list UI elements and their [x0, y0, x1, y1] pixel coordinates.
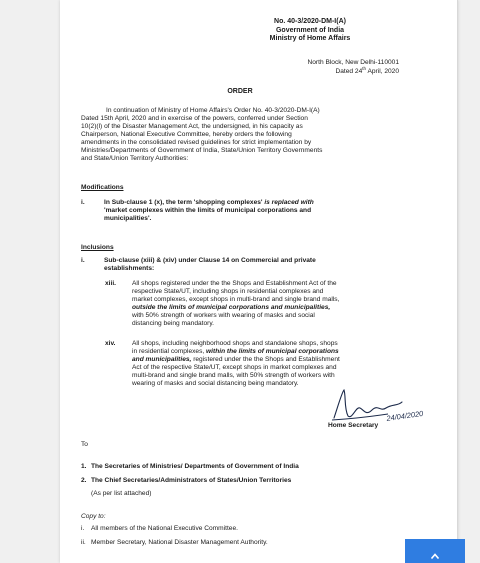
- intro-line: amendments in the consolidated revised guidelines for strict implementation by: [81, 139, 312, 146]
- government-name: Government of India: [275, 26, 345, 34]
- to-label: To: [81, 441, 88, 448]
- inclusions-num: i.: [81, 257, 85, 264]
- modifications-num: i.: [81, 199, 85, 206]
- clause-xiv-line: Act of the respective State/UT, except shops in market complexes and: [132, 364, 337, 371]
- intro-line: and State/Union Territory Authorities:: [81, 155, 189, 162]
- clause-xiii-bold-line: outside the limits of municipal corporations and municipalities,: [132, 304, 331, 311]
- chevron-up-icon: [431, 553, 439, 559]
- page-edge-line: [457, 0, 458, 563]
- intro-line: 10(2)(l) of the Disaster Management Act, the undersigned, in his capacity as: [81, 123, 303, 130]
- signatory-designation: Home Secretary: [328, 422, 379, 429]
- inclusions-line: Sub-clause (xiii) & (xiv) under Clause 14 on Commercial and private: [104, 257, 316, 264]
- to-item-num: 2.: [81, 477, 87, 484]
- handwritten-date: 24/04/2020: [385, 408, 424, 423]
- clause-xiv-num: xiv.: [105, 340, 116, 347]
- clause-xiv-line: in residential complexes, within the limits of municipal corporations: [132, 348, 339, 355]
- clause-xiii-num: xiii.: [105, 280, 116, 287]
- ministry-name: Ministry of Home Affairs: [269, 35, 351, 42]
- clause-xiii-line: respective State/UT, including shops in residential complexes and: [132, 288, 324, 295]
- intro-line: Ministries/Departments of Government of India, State/Union Territory Governments: [81, 147, 323, 154]
- copy-to-num: ii.: [81, 539, 86, 546]
- scroll-to-top-button[interactable]: [405, 539, 465, 563]
- address-date: Dated 24th April, 2020: [335, 65, 399, 75]
- inclusions-heading: Inclusions: [81, 244, 114, 251]
- copy-to-text: Member Secretary, National Disaster Management Authority.: [91, 539, 268, 546]
- modifications-heading: Modifications: [81, 184, 124, 191]
- intro-line: Dated 15th April, 2020 and in exercise of the powers, conferred under Section: [81, 115, 308, 122]
- order-title: ORDER: [227, 88, 253, 95]
- to-note: (As per list attached): [91, 490, 152, 497]
- address-place: North Block, New Delhi-110001: [307, 59, 399, 66]
- intro-line: In continuation of Ministry of Home Affairs's Order No. 40-3/2020-DM-I(A): [106, 107, 320, 114]
- order-number: No. 40-3/2020-DM-I(A): [274, 18, 346, 25]
- clause-xiv-line: multi-brand and single brand malls, with 50% strength of workers with: [132, 372, 335, 379]
- to-item-text: The Secretaries of Ministries/ Departments of Government of India: [91, 463, 299, 470]
- inclusions-line: establishments:: [104, 265, 155, 272]
- document-page: [60, 0, 458, 563]
- clause-xiv-line: wearing of masks and social distancing being mandatory.: [132, 380, 299, 387]
- copy-to-label: Copy to:: [81, 513, 106, 520]
- clause-xiii-line: market complexes, except shops in multi-brand and single brand malls,: [132, 296, 340, 303]
- clause-xiii-line: with 50% strength of workers with wearing of masks and social: [132, 312, 315, 319]
- clause-xiii-line: distancing being mandatory.: [132, 320, 214, 327]
- clause-xiv-line: All shops, including neighborhood shops and standalone shops, shops: [132, 340, 338, 347]
- modifications-line: municipalities'.: [104, 215, 152, 222]
- copy-to-num: i.: [81, 525, 85, 532]
- modifications-line: 'market complexes within the limits of municipal corporations and: [104, 207, 312, 214]
- clause-xiv-line: and municipalities, registered under the the Shops and Establishment: [132, 356, 340, 363]
- copy-to-text: All members of the National Executive Committee.: [91, 525, 238, 532]
- clause-xiii-line: All shops registered under the the Shops and Establishment Act of the: [132, 280, 337, 287]
- intro-line: Chairperson, National Executive Committee, hereby orders the following: [81, 131, 292, 138]
- modifications-line: In Sub-clause 1 (x), the term 'shopping complexes' is replaced with: [104, 199, 314, 206]
- to-item-num: 1.: [81, 463, 87, 470]
- to-item-text: The Chief Secretaries/Administrators of States/Union Territories: [91, 477, 292, 484]
- handwritten-signature: [328, 386, 438, 426]
